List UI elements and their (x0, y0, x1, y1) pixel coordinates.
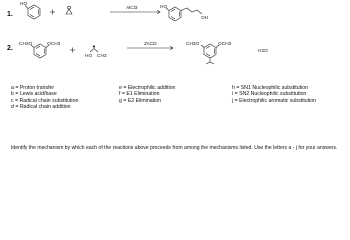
product-1 (166, 7, 202, 21)
reaction-scheme (0, 0, 350, 80)
plus-sign-1 (50, 10, 55, 15)
mechanism-key-col-3 (232, 85, 316, 104)
product-2 (201, 44, 219, 64)
mechanism-h: h = SN1 Nucleophilic substitution (232, 85, 308, 91)
reactant-right-och3-label: OCH3 (47, 42, 61, 47)
mechanism-b: b = Lewis acid/base (11, 91, 57, 98)
acetal-ho-label: HO (85, 54, 93, 59)
mechanism-key-col-2 (119, 85, 175, 104)
reaction-1-number: 1. (7, 11, 13, 18)
reagent-1-label: AlCl3 (126, 6, 138, 11)
mechanism-j: j = Electrophilic aromatic substitution (232, 97, 317, 104)
epoxide-reactant (66, 6, 72, 14)
reactant-oh-label: HO (20, 2, 28, 7)
reactant-left-och3-label: CH3O (19, 42, 33, 47)
reaction-2-number: 2. (7, 45, 13, 52)
mechanism-d: d = Radical chain addition (11, 104, 71, 111)
product-ho-label: HO (160, 5, 168, 10)
mechanism-a: a = Proton transfer (11, 85, 55, 91)
mechanism-i: i = SN2 Nucleophilic substitution (232, 91, 307, 98)
reagent-2-label: ZnCl2 (144, 42, 157, 47)
mechanism-g: g = E2 Elimination (119, 97, 161, 104)
acetal-reactant (90, 46, 98, 52)
phenol-reactant (25, 5, 40, 19)
mechanism-c: c = Radical chain substitution (11, 97, 79, 104)
product-right-och3-label: OCH3 (218, 42, 232, 47)
product-left-och3-label: CH3O (186, 42, 200, 47)
mechanism-f: f = E1 Elimination (119, 91, 160, 98)
instructions-text: Identify the mechanism by which each of the reactions above proceeds from among the mechanisms listed. Use the letters a - j for your answers. (11, 145, 338, 151)
mechanism-e: e = Electrophilic addition (119, 85, 176, 91)
acetal-ch3-label: CH3 (97, 54, 107, 59)
product-oh-label: OH (201, 16, 209, 21)
mechanism-key-col-1 (11, 85, 78, 111)
plus-sign-2 (70, 48, 75, 53)
byproduct-label: H2O (258, 49, 268, 54)
